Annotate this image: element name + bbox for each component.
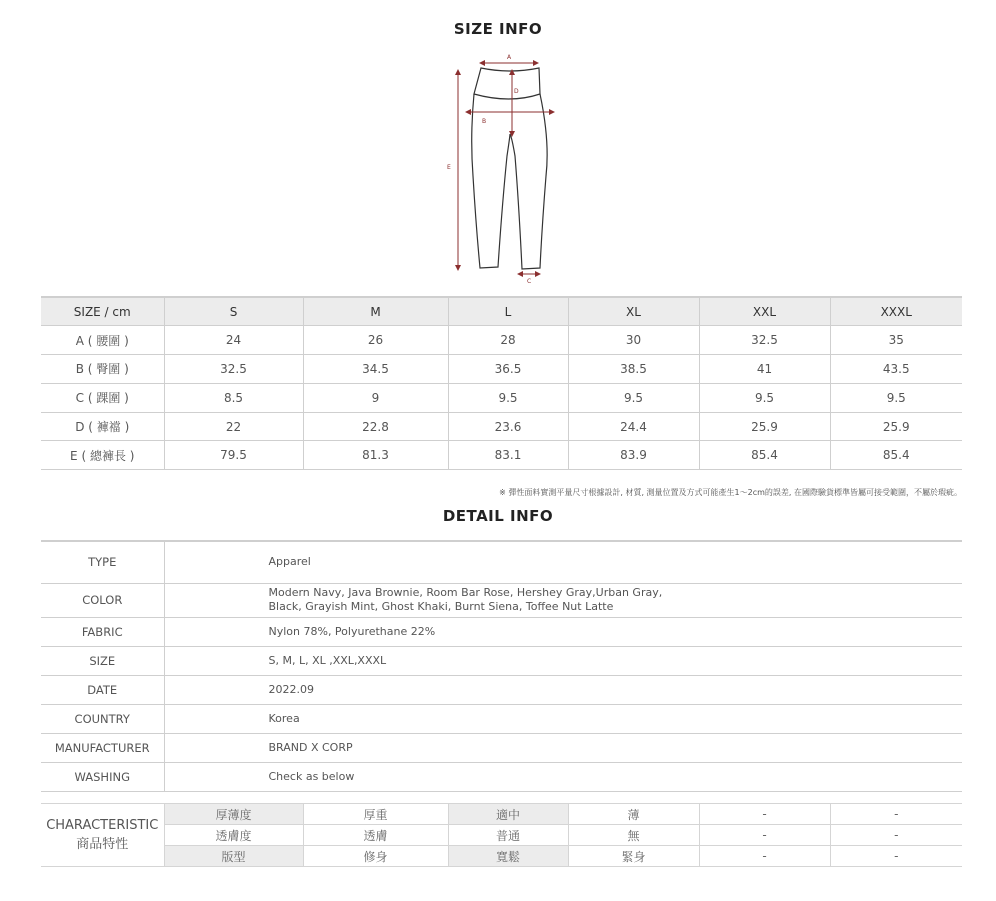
size-cell: 8.5 — [164, 383, 303, 412]
char-cell: - — [699, 846, 830, 867]
color-line-1: Modern Navy, Java Brownie, Room Bar Rose, Hershey Gray,Urban Gray, — [268, 586, 663, 599]
size-cell: 35 — [830, 326, 962, 355]
char-cell: 厚薄度 — [164, 804, 303, 825]
size-cell: C ( 踝圍 ) — [41, 383, 164, 412]
char-cell: 無 — [568, 825, 699, 846]
size-cell: 25.9 — [699, 412, 830, 441]
detail-label: COLOR — [41, 583, 164, 617]
size-cell: D ( 褲襠 ) — [41, 412, 164, 441]
label-b: B — [482, 118, 487, 125]
size-cell: 34.5 — [303, 355, 448, 384]
size-cell: 83.9 — [568, 441, 699, 470]
size-row — [41, 326, 962, 355]
size-cell: 30 — [568, 326, 699, 355]
detail-value: Korea — [164, 704, 962, 733]
size-cell: 38.5 — [568, 355, 699, 384]
measurement-note: ※ 彈性面料實測平量尺寸根據設計, 材質, 測量位置及方式可能產生1～2cm的誤差, 在國際驗貨標準皆屬可接受範圍，不屬於瑕疵。 — [499, 488, 962, 497]
size-info-title: SIZE INFO — [453, 20, 543, 38]
size-cell: 28 — [448, 326, 568, 355]
char-cell: 寬鬆 — [448, 846, 568, 867]
label-c: C — [527, 278, 532, 285]
size-cell: 9.5 — [568, 383, 699, 412]
size-row — [41, 383, 962, 412]
characteristic-label-en: CHARACTERISTIC — [46, 818, 159, 833]
detail-label: DATE — [41, 675, 164, 704]
size-row — [41, 441, 962, 470]
detail-value: BRAND X CORP — [164, 733, 962, 762]
detail-row-country — [41, 704, 962, 733]
size-header-cell: XXL — [699, 297, 830, 326]
size-row — [41, 412, 962, 441]
char-cell: - — [699, 825, 830, 846]
size-cell: 81.3 — [303, 441, 448, 470]
detail-label: WASHING — [41, 762, 164, 791]
char-cell: 版型 — [164, 846, 303, 867]
detail-value: Check as below — [164, 762, 962, 791]
size-cell: 83.1 — [448, 441, 568, 470]
size-cell: 24 — [164, 326, 303, 355]
char-cell-selected: 緊身 — [568, 846, 699, 867]
size-cell: 22 — [164, 412, 303, 441]
detail-value: S, M, L, XL ,XXL,XXXL — [164, 646, 962, 675]
color-line-2: Black, Grayish Mint, Ghost Khaki, Burnt Siena, Toffee Nut Latte — [268, 600, 614, 613]
detail-value: Nylon 78%, Polyurethane 22% — [164, 617, 962, 646]
detail-value: 2022.09 — [164, 675, 962, 704]
characteristic-label — [41, 804, 164, 867]
detail-row-size — [41, 646, 962, 675]
detail-label: MANUFACTURER — [41, 733, 164, 762]
size-cell: A ( 腰圍 ) — [41, 326, 164, 355]
size-cell: 25.9 — [830, 412, 962, 441]
size-header-cell: SIZE / cm — [41, 297, 164, 326]
char-cell: 普通 — [448, 825, 568, 846]
size-header-cell: M — [303, 297, 448, 326]
characteristic-label-zh: 商品特性 — [76, 837, 129, 852]
size-header-cell: XL — [568, 297, 699, 326]
char-cell: - — [830, 825, 962, 846]
detail-value: Apparel — [164, 541, 962, 583]
char-cell: 厚重 — [303, 804, 448, 825]
char-row — [41, 804, 962, 825]
size-cell: 22.8 — [303, 412, 448, 441]
size-cell: 79.5 — [164, 441, 303, 470]
char-cell: - — [830, 846, 962, 867]
size-cell: 9.5 — [699, 383, 830, 412]
detail-row-washing — [41, 762, 962, 791]
char-cell: - — [699, 804, 830, 825]
char-cell-selected: 適中 — [448, 804, 568, 825]
detail-row-type — [41, 541, 962, 583]
size-cell: E ( 總褲長 ) — [41, 441, 164, 470]
size-cell: 85.4 — [830, 441, 962, 470]
leggings-diagram — [440, 46, 570, 286]
size-cell: 26 — [303, 326, 448, 355]
detail-row-fabric — [41, 617, 962, 646]
size-cell: B ( 臀圍 ) — [41, 355, 164, 384]
char-cell: - — [830, 804, 962, 825]
char-cell-selected: 透膚 — [303, 825, 448, 846]
char-cell: 薄 — [568, 804, 699, 825]
detail-info-title: DETAIL INFO — [442, 507, 554, 525]
detail-row-color — [41, 583, 962, 617]
detail-table — [41, 540, 962, 792]
detail-row-manufacturer — [41, 733, 962, 762]
detail-label: SIZE — [41, 646, 164, 675]
char-cell: 透膚度 — [164, 825, 303, 846]
label-e: E — [447, 164, 451, 171]
size-cell: 41 — [699, 355, 830, 384]
size-header-row — [41, 297, 962, 326]
detail-value — [164, 583, 962, 617]
size-cell: 85.4 — [699, 441, 830, 470]
size-cell: 36.5 — [448, 355, 568, 384]
detail-label: COUNTRY — [41, 704, 164, 733]
size-cell: 32.5 — [164, 355, 303, 384]
size-cell: 43.5 — [830, 355, 962, 384]
characteristic-table — [41, 803, 962, 867]
size-cell: 23.6 — [448, 412, 568, 441]
char-cell: 修身 — [303, 846, 448, 867]
label-a: A — [507, 54, 512, 61]
size-header-cell: L — [448, 297, 568, 326]
size-row — [41, 355, 962, 384]
size-cell: 32.5 — [699, 326, 830, 355]
leggings-outline — [472, 68, 547, 269]
char-row — [41, 825, 962, 846]
size-table — [41, 296, 962, 470]
size-cell: 9 — [303, 383, 448, 412]
detail-row-date — [41, 675, 962, 704]
detail-label: TYPE — [41, 541, 164, 583]
size-cell: 9.5 — [830, 383, 962, 412]
label-d: D — [514, 88, 519, 95]
char-row — [41, 846, 962, 867]
size-cell: 24.4 — [568, 412, 699, 441]
size-header-cell: S — [164, 297, 303, 326]
detail-label: FABRIC — [41, 617, 164, 646]
size-cell: 9.5 — [448, 383, 568, 412]
size-header-cell: XXXL — [830, 297, 962, 326]
